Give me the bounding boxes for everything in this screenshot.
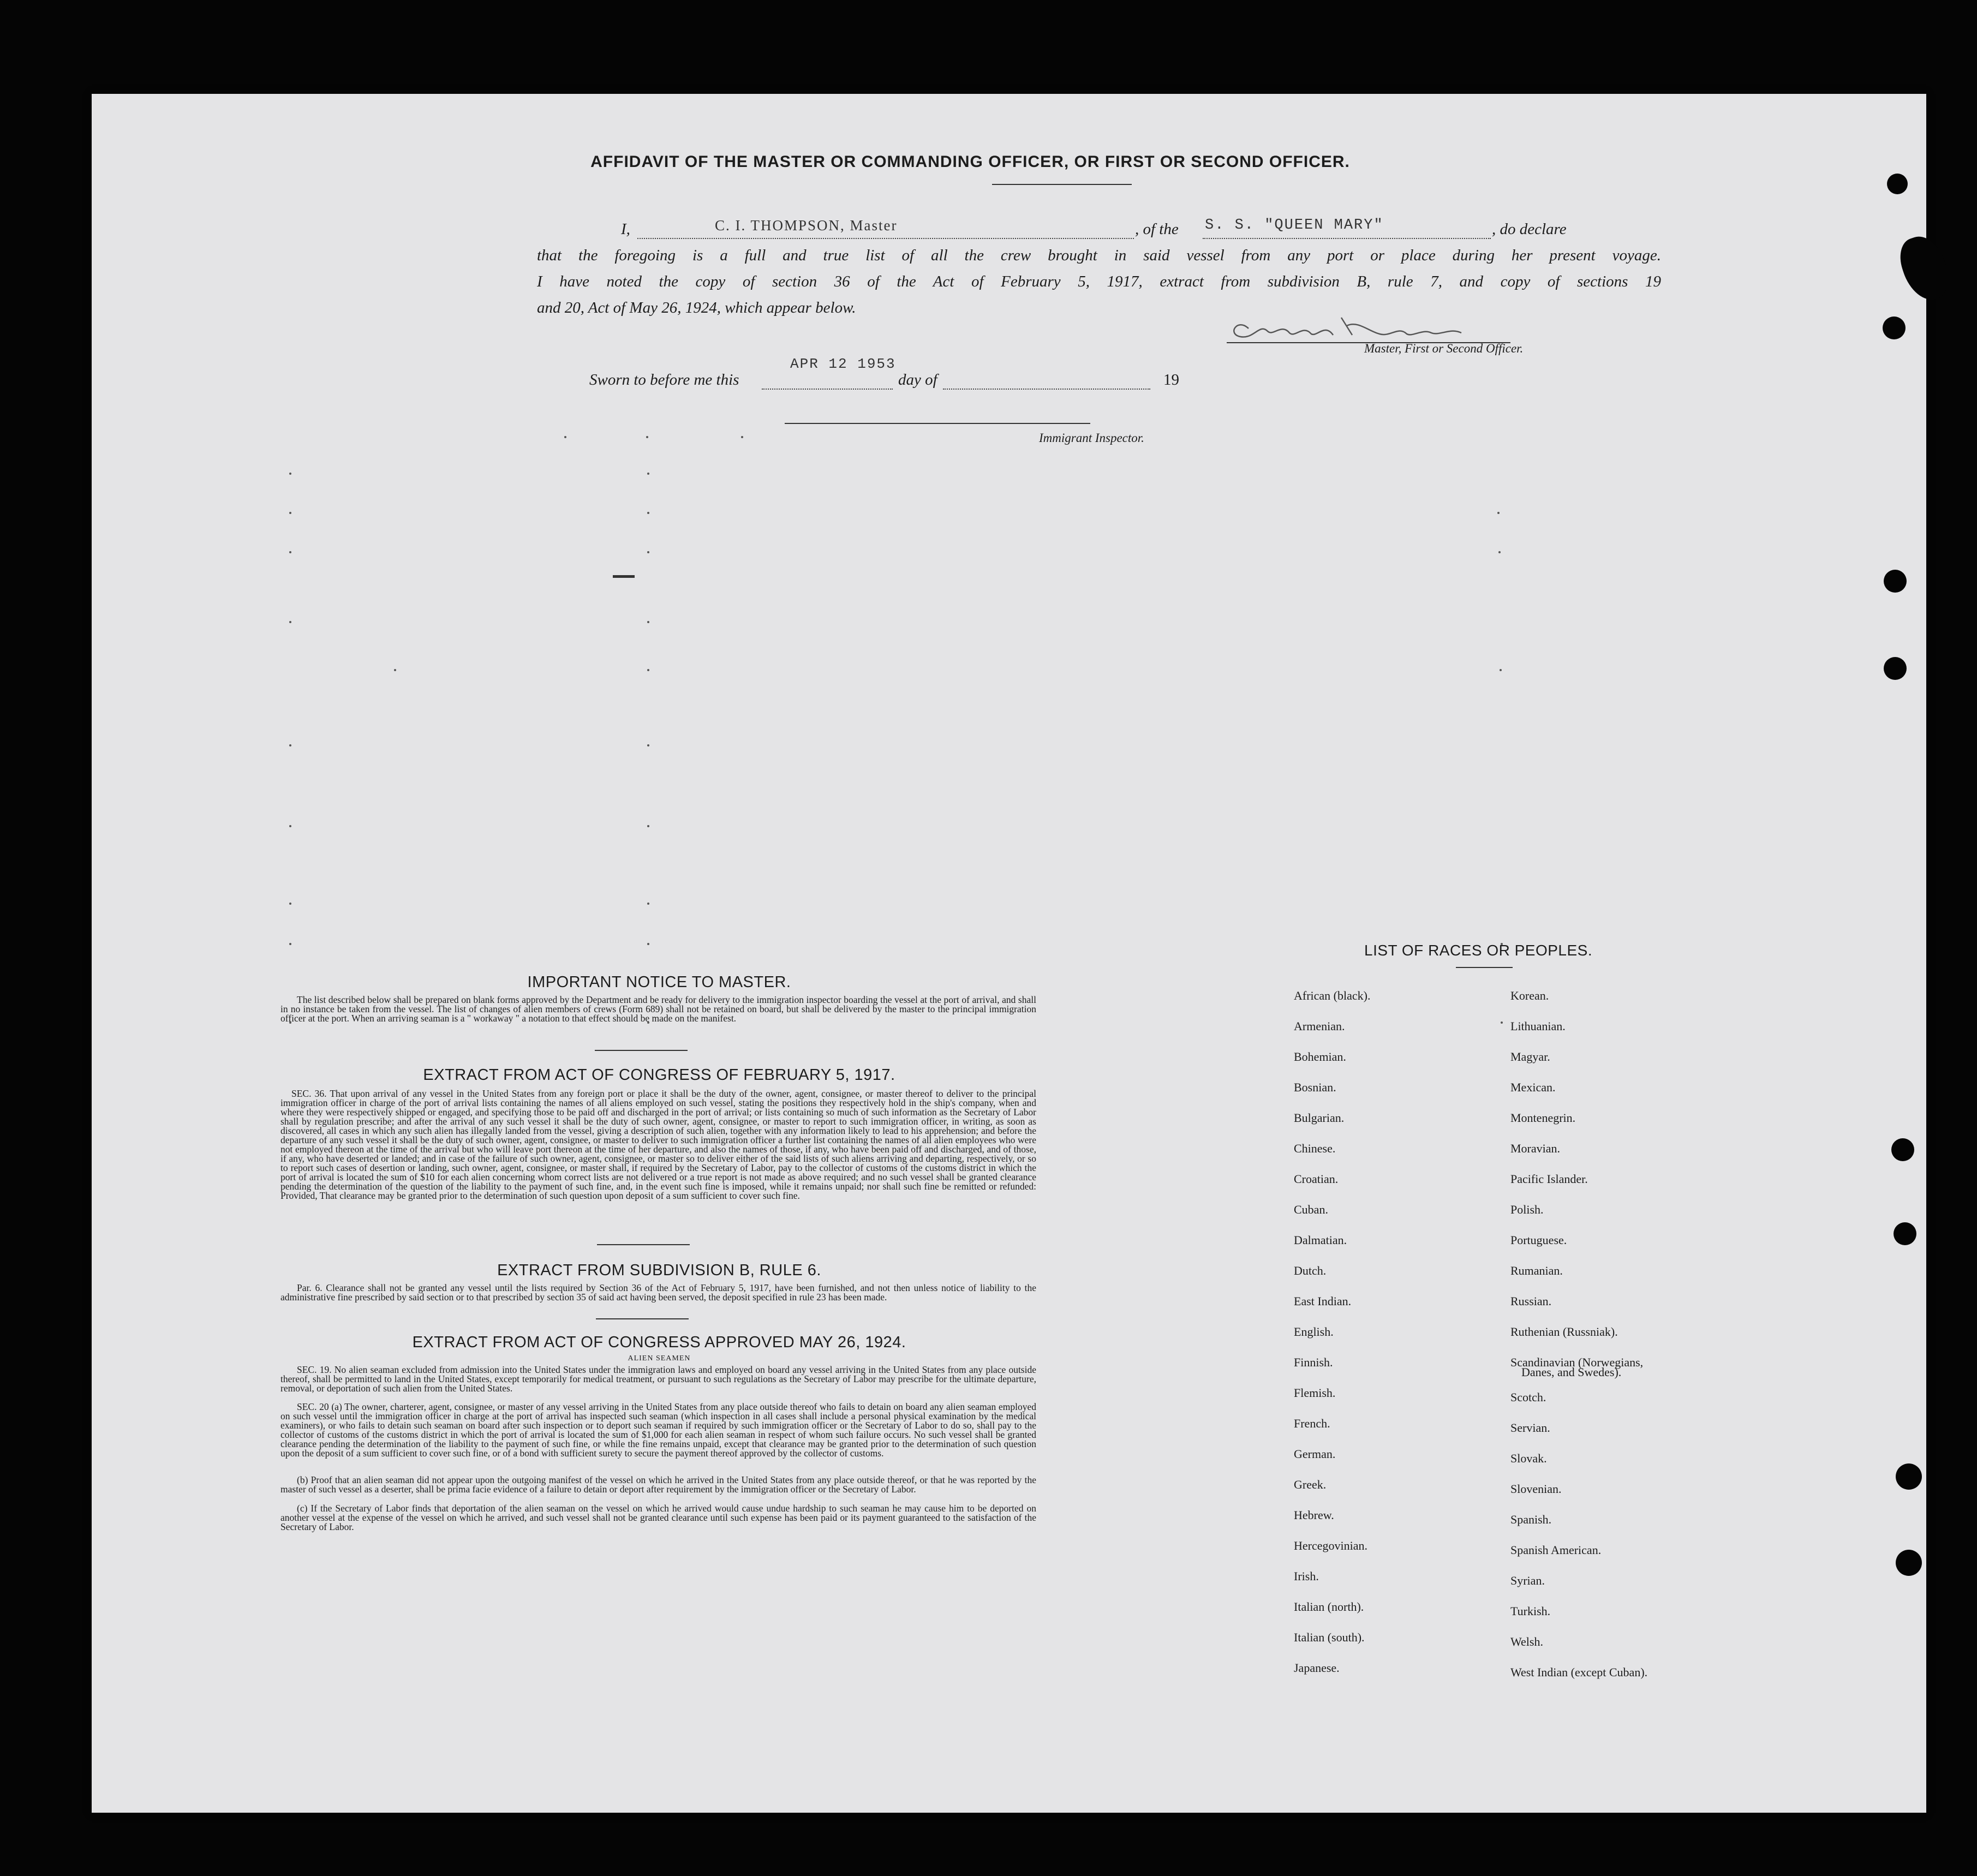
vessel-name: S. S. "QUEEN MARY" — [1205, 217, 1384, 234]
rule6-body: Par. 6. Clearance shall not be granted any vessel until the lists required by Section 36 of the Act of February 5, 1917, have been furnished, and not then unless notice of liability to the administrative fine prescribed by said section or to that prescribed by section 35 of said act having been served, the deposit specified in rule 23 has been made. — [280, 1282, 1036, 1303]
race-left-item: Greek. — [1294, 1478, 1327, 1491]
race-right-item: Ruthenian (Russniak). — [1510, 1325, 1618, 1339]
extract-1924-subtitle: ALIEN SEAMEN — [628, 1354, 691, 1363]
affidavit-line-3: I have noted the copy of section 36 of the Act of February 5, 1917, extract from subdivision B, rule 7, and copy of sections 19 — [537, 273, 1661, 290]
race-right-item: Polish. — [1510, 1203, 1544, 1216]
affidavit-line-2: that the foregoing is a full and true list of all the crew brought in said vessel from any port or place during her present voyage. — [537, 247, 1661, 264]
punch-hole — [1896, 1550, 1922, 1576]
inspector-signature-line — [785, 423, 1090, 424]
race-right-item: Moravian. — [1510, 1142, 1561, 1155]
race-left-item: Japanese. — [1294, 1661, 1340, 1675]
race-right-item: Slovenian. — [1510, 1482, 1562, 1496]
race-left-item: English. — [1294, 1325, 1334, 1339]
affidavit-line-4: and 20, Act of May 26, 1924, which appear below. — [537, 299, 856, 316]
sec20c-body: (c) If the Secretary of Labor finds that deportation of the alien seaman on the vessel on which he arrived would cause undue hardship to such seaman he may cause him to be deported on another vessel at the expense of the vessel on which he arrived, and such vessel shall not be granted clearance until such expense has been paid or its payment guaranteed to the satisfaction of the Secretary of Labor. — [280, 1503, 1036, 1532]
race-right-item: Spanish. — [1510, 1513, 1552, 1526]
extract-1917-divider — [597, 1244, 690, 1245]
race-right-item: Rumanian. — [1510, 1264, 1563, 1277]
sec20b-body: (b) Proof that an alien seaman did not appear upon the outgoing manifest of the vessel on which he arrived in the United States from any place outside thereof, or that he was reported by the master of such vessel as a deserter, shall be prima facie evidence of a failure to detain or deport after requirement by the immigration officer or the Secretary of Labor. — [280, 1474, 1036, 1495]
race-right-item: Spanish American. — [1510, 1543, 1602, 1557]
race-left-item: German. — [1294, 1447, 1336, 1461]
inspector-label: Immigrant Inspector. — [1039, 431, 1144, 445]
sec20a-body: SEC. 20 (a) The owner, charterer, agent, consignee, or master of any vessel arriving in the United States from any place outside thereof who fails to detain on board any alien seaman employed on such vessel until the immigration officer in charge at the port of arrival has inspected such seaman (which inspection in all cases shall include a personal physical examination by the medical examiners), or who fails to detain such seaman on board after such inspection or to deport such seaman if required by such immigration officer or the Secretary of Labor to do so, shall pay to the collector of customs of the customs district in which the port of arrival is located the sum of $1,000 for each alien seaman in respect of whom such failure occurs. No such vessel shall be granted clearance pending the determination of the liability to the payment of such fine, or while the fine remains unpaid, except that clearance may be granted prior to the determination of such question upon the deposit of a sum sufficient to cover such fine, or of a bond with sufficient surety to secure the payment thereof approved by the collector of customs. — [280, 1401, 1036, 1459]
day-of-label: day of — [898, 371, 937, 389]
race-left-item: Dutch. — [1294, 1264, 1327, 1277]
race-left-item: Armenian. — [1294, 1019, 1345, 1033]
race-right-item: Slovak. — [1510, 1451, 1547, 1465]
race-right-item: Korean. — [1510, 989, 1549, 1002]
race-right-item: Welsh. — [1510, 1635, 1543, 1648]
race-right-item: Scotch. — [1510, 1390, 1546, 1404]
sworn-stamp: APR 12 1953 — [790, 356, 896, 372]
extract-1917-title: EXTRACT FROM ACT OF CONGRESS OF FEBRUARY 5, 1917. — [423, 1066, 895, 1084]
punch-hole — [1896, 1463, 1922, 1490]
punch-hole — [1894, 1222, 1916, 1245]
of-the-label: , of the — [1135, 220, 1179, 238]
punch-hole — [1887, 174, 1908, 194]
race-left-item: Finnish. — [1294, 1355, 1333, 1369]
master-name: C. I. THOMPSON, Master — [715, 217, 898, 234]
race-right-item: Scandinavian (Norwegians, — [1510, 1355, 1644, 1369]
race-right-item: Syrian. — [1510, 1574, 1545, 1587]
sworn-label: Sworn to before me this — [589, 371, 739, 389]
notice-divider — [595, 1050, 688, 1051]
signature-label: Master, First or Second Officer. — [1364, 342, 1524, 355]
affidavit-title: AFFIDAVIT OF THE MASTER OR COMMANDING OFFICER, OR FIRST OR SECOND OFFICER. — [590, 153, 1350, 171]
rule6-divider — [596, 1318, 689, 1319]
race-right-item: Pacific Islander. — [1510, 1172, 1588, 1186]
races-underline — [1456, 967, 1513, 968]
torn-punch-hole — [1894, 231, 1955, 306]
race-right-item: West Indian (except Cuban). — [1510, 1665, 1648, 1679]
race-right-item: Mexican. — [1510, 1080, 1556, 1094]
sworn-month-line — [943, 389, 1150, 390]
race-right-item: Lithuanian. — [1510, 1019, 1566, 1033]
race-left-item: Chinese. — [1294, 1142, 1336, 1155]
year-prefix: 19 — [1163, 371, 1179, 389]
race-right-item: Portuguese. — [1510, 1233, 1567, 1247]
race-left-item: Bulgarian. — [1294, 1111, 1345, 1125]
rule6-title: EXTRACT FROM SUBDIVISION B, RULE 6. — [497, 1262, 821, 1279]
race-right-item: Turkish. — [1510, 1604, 1551, 1618]
extract-1924-title: EXTRACT FROM ACT OF CONGRESS APPROVED MAY 26, 1924. — [412, 1334, 906, 1351]
notice-body: The list described below shall be prepared on blank forms approved by the Department and be ready for delivery to the immigration inspector boarding the vessel at the port of arrival, and shall in no instance be taken from the vessel. The list of changes of alien members of crews (Form 689) shall not be retained on board, but shall be delivered by the master to the principal immigration officer at the port. When an arriving seaman is a " workaway " a notation to that effect should be made on the manifest. — [280, 994, 1036, 1024]
race-left-item: Bohemian. — [1294, 1050, 1346, 1064]
notice-title: IMPORTANT NOTICE TO MASTER. — [527, 973, 791, 991]
sworn-day-line — [762, 389, 893, 390]
punch-hole — [1883, 316, 1906, 339]
race-right-item: Russian. — [1510, 1294, 1552, 1308]
document-page — [92, 94, 1926, 1813]
race-left-item: Flemish. — [1294, 1386, 1336, 1400]
races-title: LIST OF RACES OR PEOPLES. — [1364, 942, 1593, 959]
punch-hole — [1891, 1138, 1914, 1161]
race-left-item: East Indian. — [1294, 1294, 1352, 1308]
vessel-name-line — [1203, 238, 1491, 239]
extract-1917-body: SEC. 36. That upon arrival of any vessel in the United States from any foreign port or place it shall be the duty of the owner, agent, consignee, or master thereof to deliver to the principal immigration officer in charge of the port of arrival lists containing the names of all aliens employed on such vessel, stating the positions they respectively hold in the ship's company, when and where they were respectively shipped or engaged, and specifying those to be paid off and discharged in the port of arrival; or lists containing so much of such information as the Secretary of Labor shall by regulation prescribe; and after the arrival of any such vessel it shall be the duty of such owner, agent, consignee, or master to report to such immigration officer, in writing, as soon as discovered, all cases in which any such alien has illegally landed from the vessel, giving a description of such alien, together with any information likely to lead to his apprehension; and before the departure of any such vessel it shall be the duty of such owner, agent, consignee, or master to deliver to such immigration officer a further list containing the names of all alien employees who were not employed thereon at the time of the arrival but who will leave port thereon at the time of her departure, and also the names of those, if any, who have been paid off and discharged, and of those, if any, who have deserted or landed; and in case of the failure of such owner, agent, consignee, or master so to deliver either of the said lists of such aliens arriving and departing, respectively, or so to report such cases of desertion or landing, such owner, agent, consignee, or master shall, if required by the Secretary of Labor, pay to the collector of customs of the customs district in which the port of arrival is located the sum of $10 for each alien concerning whom correct lists are not delivered or a true report is not made as above required; and no such vessel shall be granted clearance pending the determination of the question of the liability to the payment of such fine, and, in the event such fine is imposed, while it remains unpaid; nor shall such fine be remitted or refunded: Provided, That clearance may be granted prior to the determination of such question upon deposit of a sum sufficient to cover such fine. — [280, 1088, 1036, 1201]
race-right-continuation: Danes, and Swedes). — [1521, 1365, 1622, 1379]
race-right-item: Magyar. — [1510, 1050, 1550, 1064]
punch-hole — [1884, 570, 1907, 593]
race-right-item: Montenegrin. — [1510, 1111, 1576, 1125]
race-left-item: African (black). — [1294, 989, 1371, 1002]
race-left-item: Hercegovinian. — [1294, 1539, 1367, 1552]
race-left-item: Hebrew. — [1294, 1508, 1334, 1522]
race-left-item: Italian (north). — [1294, 1600, 1364, 1614]
race-left-item: French. — [1294, 1417, 1330, 1430]
title-underline — [992, 184, 1132, 185]
do-declare-label: , do declare — [1492, 220, 1567, 238]
race-right-item: Servian. — [1510, 1421, 1550, 1435]
race-left-item: Dalmatian. — [1294, 1233, 1347, 1247]
race-left-item: Bosnian. — [1294, 1080, 1336, 1094]
sec19-body: SEC. 19. No alien seaman excluded from admission into the United States under the immigration laws and employed on board any vessel arriving in the United States from any place outside thereof, shall be permitted to land in the United States, except temporarily for medical treatment, or pursuant to such regulations as the Secretary of Labor may prescribe for the ultimate departure, removal, or deportation of such alien from the United States. — [280, 1364, 1036, 1394]
race-left-item: Cuban. — [1294, 1203, 1328, 1216]
i-label: I, — [621, 220, 630, 238]
race-left-item: Irish. — [1294, 1569, 1319, 1583]
punch-hole — [1884, 657, 1907, 680]
race-left-item: Italian (south). — [1294, 1630, 1365, 1644]
race-left-item: Croatian. — [1294, 1172, 1339, 1186]
master-name-line — [637, 238, 1134, 239]
